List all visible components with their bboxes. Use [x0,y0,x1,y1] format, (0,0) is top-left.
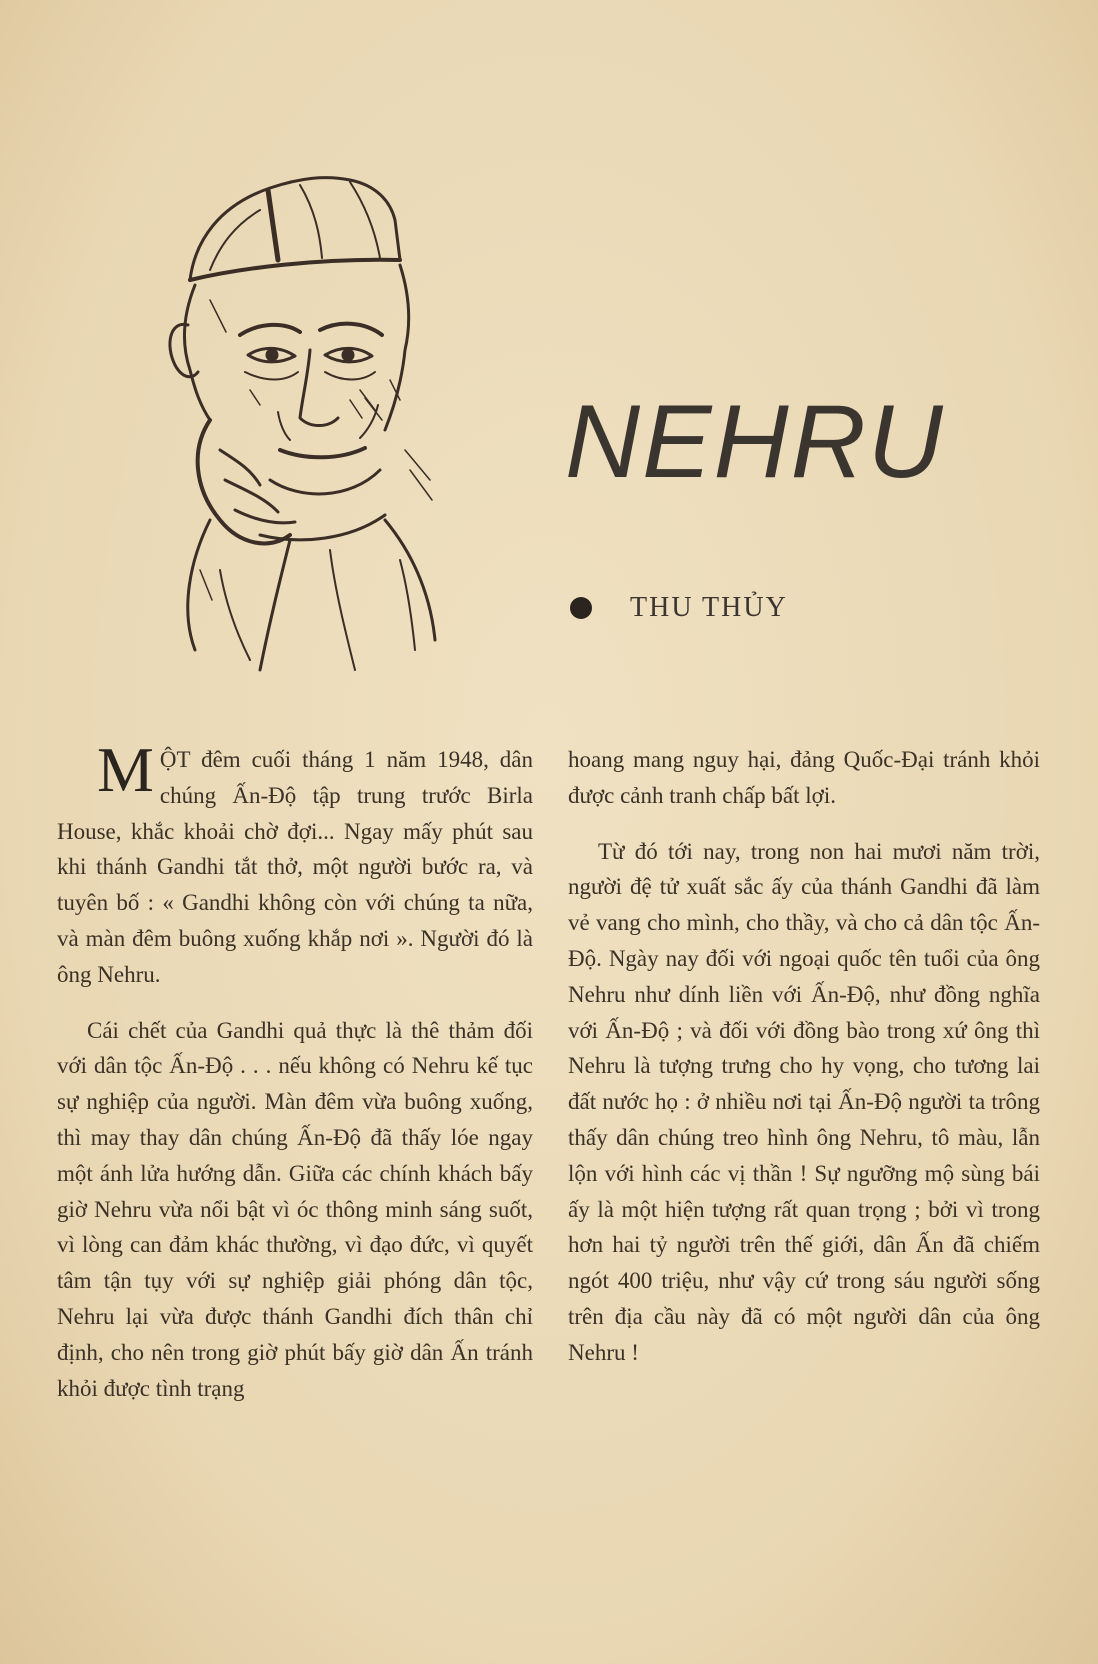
right-column [568,742,1040,1371]
paragraph: Từ đó tới nay, trong non hai mươi năm trời, người đệ tử xuất sắc ấy của thánh Gandhi đã làm vẻ vang cho mình, cho thầy, và cho cả dân tộc Ấn-Độ. Ngày nay đối với ngoại quốc tên tuổi của ông Nehru như dính liền với Ấn-Độ, như đồng nghĩa với Ấn-Độ ; và đối với đồng bào trong xứ ông thì Nehru là tượng trưng cho hy vọng, cho tương lai đất nước họ : ở nhiều nơi tại Ấn-Độ người ta trông thấy dân chúng treo hình ông Nehru, tô màu, lẫn lộn với hình các vị thần ! Sự ngưỡng mộ sùng bái ấy là một hiện tượng rất quan trọng ; bởi vì trong hơn hai tỷ người trên thế giới, dân Ấn đã chiếm ngót 400 triệu, như vậy cứ trong sáu người sống trên địa cầu này đã có một người dân của ông Nehru ! [568,838,1040,1365]
paragraph-text: ỘT đêm cuối tháng 1 năm 1948, dân chúng Ấn-Độ tập trung trước Birla House, khắc khoải chờ đợi... Ngay mấy phút sau khi thánh Gandhi tắt thở, một người bước ra, và tuyên bố : « Gandhi không còn với chúng ta nữa, và màn đêm buông xuống khắp nơi ». Người đó là ông Nehru. [57,747,533,987]
paragraph [57,734,533,993]
drop-cap: M [97,734,154,805]
byline [570,592,788,624]
paragraph: Cái chết của Gandhi quả thực là thê thảm đối với dân tộc Ấn-Độ . . . nếu không có Nehru kế tục sự nghiệp của người. Màn đêm vừa buông xuống, thì may thay dân chúng Ấn-Độ đã thấy lóe ngay một ánh lửa hướng dẫn. Giữa các chính khách bấy giờ Nehru vừa nổi bật vì óc thông minh sáng suốt, vì lòng can đảm khác thường, vì đạo đức, vì quyết tâm tận tụy với sự nghiệp giải phóng dân tộc, Nehru lại vừa được thánh Gandhi đích thân chỉ định, cho nên trong giờ phút bấy giờ dân Ấn tránh khỏi được tình trạng [57,1017,533,1401]
article-title: NEHRU [565,384,945,500]
nehru-portrait-sketch [150,150,470,690]
author-name: THU THỦY [630,592,788,623]
left-column [57,734,533,1406]
bullet-icon [570,597,592,619]
paragraph: hoang mang nguy hại, đảng Quốc-Đại tránh khỏi được cảnh tranh chấp bất lợi. [568,747,1040,808]
